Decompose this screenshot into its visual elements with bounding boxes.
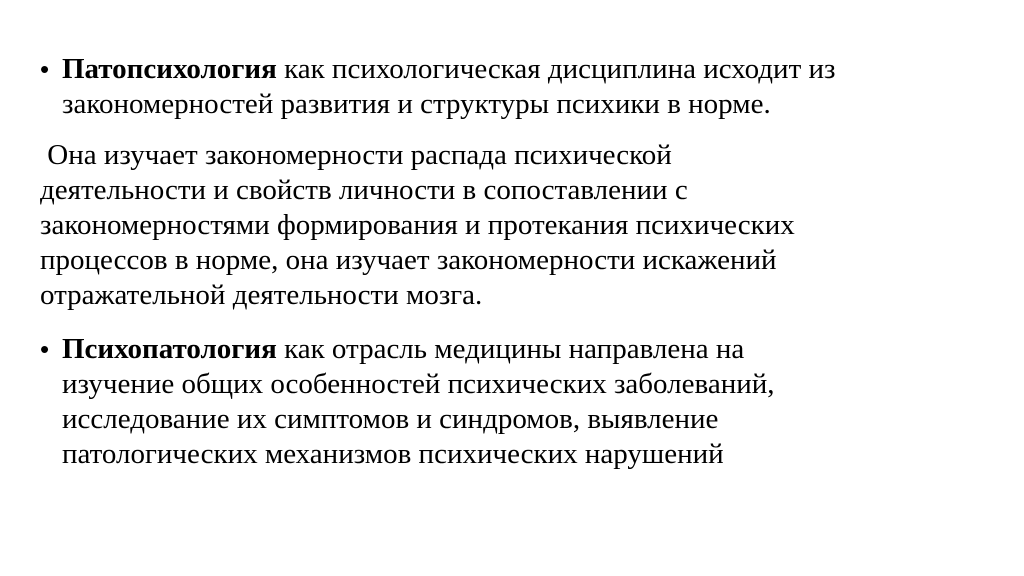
paragraph-line: закономерностями формирования и протекания психических [40,209,795,241]
bullet-line: изучение общих особенностей психических заболеваний, [62,368,775,400]
bullet-line [62,52,1022,87]
paragraph-line: отражательной деятельности мозга. [40,279,483,311]
bullet-dot-icon: • [40,334,50,364]
paragraph-line: процессов в норме, она изучает закономерности искажений [40,244,777,276]
paragraph-line: Она изучает закономерности распада психической [40,139,672,171]
term-psychopathology: Психопатология [62,333,277,365]
bullet-line [62,332,1022,367]
bullet-line: закономерностей развития и структуры психики в норме. [62,88,771,120]
paragraph-line: деятельности и свойств личности в сопоставлении с [40,174,688,206]
paragraph-description [40,138,1000,313]
bullet-text: как психологическая дисциплина исходит из [276,53,836,85]
bullet-line: исследование их симптомов и синдромов, выявление [62,403,719,435]
bullet-item-psychopathology [40,332,1022,472]
bullet-item-pathopsychology [40,52,1022,122]
bullet-text: как отрасль медицины направлена на [276,333,745,365]
term-pathopsychology: Патопсихология [62,53,277,85]
bullet-dot-icon: • [40,54,50,84]
bullet-line: патологических механизмов психических нарушений [62,438,724,470]
